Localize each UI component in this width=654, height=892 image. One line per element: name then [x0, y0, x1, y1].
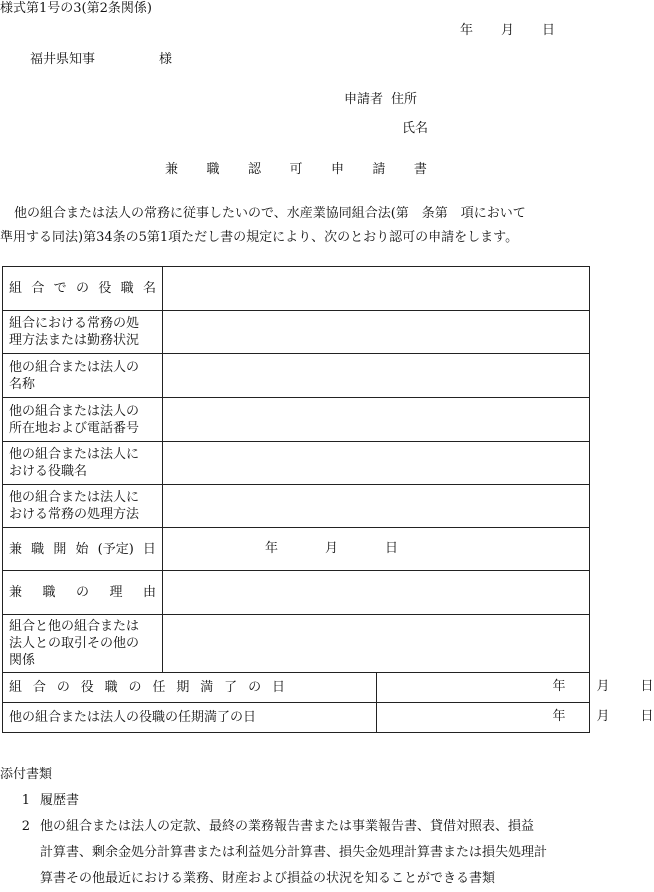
title-char: 認: [247, 162, 261, 177]
label-char: 兼: [9, 585, 23, 600]
row-label: [3, 311, 163, 354]
label-char: 日: [271, 680, 285, 695]
item-number: 1: [21, 793, 30, 808]
label-char: 役: [98, 281, 112, 296]
date-header: [460, 22, 555, 40]
label-char: 組: [9, 680, 23, 695]
row-label: 他の組合または法人の役職の任期満了の日: [3, 703, 377, 733]
addressee: [30, 51, 172, 69]
table-row: [3, 571, 590, 615]
label-char: 名: [142, 281, 156, 296]
label-char: 職: [120, 281, 134, 296]
date-year: 年: [552, 679, 566, 694]
value-cell[interactable]: [163, 485, 590, 528]
label-line: 名称: [9, 376, 36, 392]
date-year: 年: [265, 541, 279, 556]
label-line: 他の組合または法人の: [9, 403, 140, 419]
title-char: 申: [330, 162, 344, 177]
row-label: [3, 442, 163, 485]
addressee-honorific: 様: [159, 52, 173, 67]
item-number: 2: [21, 819, 30, 834]
value-cell[interactable]: [163, 398, 590, 442]
label-line: 他の組合または法人の: [9, 359, 140, 375]
label-line: 他の組合または法人に: [9, 490, 140, 505]
date-day: 日: [385, 541, 399, 556]
table-row: [3, 354, 590, 398]
label-line: 組合における常務の処: [9, 316, 140, 331]
title-char: 可: [289, 162, 303, 177]
label-char: 合: [32, 680, 46, 695]
attachments: [0, 762, 592, 892]
year-label: 年: [460, 23, 474, 38]
item-text: 算書その他最近における業務、財産および損益の状況を知ることができる書類: [40, 871, 496, 886]
label-char: の: [75, 585, 89, 600]
name-label: 氏名: [402, 121, 429, 136]
date-month: 月: [596, 709, 610, 724]
label-char: (予定): [97, 541, 134, 557]
applicant-label: 申請者: [344, 92, 384, 107]
spaced-label: [9, 679, 285, 696]
row-label: [3, 673, 377, 703]
label-char: の: [75, 281, 89, 296]
label-line: 他の組合または法人に: [9, 447, 140, 462]
title-char: 書: [413, 162, 427, 177]
date-day: 日: [640, 709, 654, 724]
cooperative-term-end-cell[interactable]: [376, 673, 654, 703]
label-char: 了: [224, 680, 238, 695]
label-char: の: [248, 680, 262, 695]
body-text: [0, 202, 592, 250]
label-char: 由: [142, 585, 156, 600]
table-row: [3, 485, 590, 528]
application-table: [2, 266, 654, 733]
value-cell[interactable]: [163, 442, 590, 485]
label-char: 満: [200, 680, 214, 695]
address-label: 住所: [391, 92, 418, 107]
label-line: 理方法または勤務状況: [9, 333, 140, 348]
table-row: [3, 615, 590, 673]
label-char: 任: [152, 680, 166, 695]
label-char: の: [56, 680, 70, 695]
table-row: [3, 673, 590, 703]
label-line: 組合と他の組合または: [9, 619, 140, 634]
label-line: おける常務の処理方法: [9, 507, 140, 522]
table-row: [3, 267, 590, 311]
label-char: 役: [80, 680, 94, 695]
label-char: 合: [31, 281, 45, 296]
label-char: 始: [75, 541, 89, 557]
label-char: 理: [109, 585, 123, 600]
body-line-1: 他の組合または法人の常務に従事したいので、水産業協同組合法(第 条第 項において: [14, 206, 526, 221]
label-char: 職: [42, 585, 56, 600]
table-row: [3, 528, 590, 571]
row-label: [3, 267, 163, 311]
form-number: 様式第1号の3(第2条関係): [0, 1, 152, 16]
title-char: 職: [206, 162, 220, 177]
list-item: [0, 814, 592, 892]
day-label: 日: [542, 23, 556, 38]
table-row: [3, 398, 590, 442]
date-day: 日: [640, 679, 654, 694]
label-char: の: [128, 680, 142, 695]
row-label: [3, 615, 163, 673]
value-cell[interactable]: [163, 571, 590, 615]
row-label: [3, 398, 163, 442]
value-cell[interactable]: [163, 615, 590, 673]
month-label: 月: [501, 23, 515, 38]
title-char: 兼: [165, 162, 179, 177]
label-char: 兼: [9, 541, 23, 557]
spaced-label: [9, 541, 156, 558]
addressee-name: 福井県知事: [30, 52, 96, 67]
document-title: [165, 161, 427, 179]
applicant-address-line: [344, 91, 417, 109]
row-label: [3, 485, 163, 528]
item-text: 履歴書: [40, 793, 80, 808]
row-label: [3, 571, 163, 615]
table-row: [3, 311, 590, 354]
row-label: [3, 528, 163, 571]
item-text: 他の組合または法人の定款、最終の業務報告書または事業報告書、貸借対照表、損益: [40, 819, 535, 834]
spaced-label: [9, 280, 156, 297]
label-char: 組: [9, 281, 23, 296]
date-month: 月: [325, 541, 339, 556]
table-row: [3, 703, 590, 733]
title-char: 請: [372, 162, 386, 177]
value-cell[interactable]: [163, 267, 590, 311]
label-line: 法人との取引その他の: [9, 636, 140, 651]
label-char: で: [53, 281, 67, 296]
value-cell[interactable]: [163, 311, 590, 354]
value-cell[interactable]: [163, 354, 590, 398]
label-line: 所在地および電話番号: [9, 420, 140, 436]
label-line: 関係: [9, 653, 36, 668]
date-month: 月: [596, 679, 610, 694]
list-item: [0, 788, 592, 814]
attachments-heading: 添付書類: [0, 767, 53, 782]
table-row: [3, 442, 590, 485]
row-label: [3, 354, 163, 398]
label-char: 開: [53, 541, 67, 557]
label-char: 日: [142, 541, 156, 557]
label-char: 期: [176, 680, 190, 695]
label-char: 職: [31, 541, 45, 557]
label-line: おける役職名: [9, 464, 88, 479]
spaced-label: [9, 584, 156, 601]
label-char: 職: [104, 680, 118, 695]
other-term-end-cell[interactable]: [376, 703, 654, 733]
body-line-2: 準用する同法)第34条の5第1項ただし書の規定により、次のとおり認可の申請をします。: [0, 230, 519, 245]
item-text: 計算書、剰余金処分計算書または利益処分計算書、損失金処理計算書または損失処理計: [40, 845, 548, 860]
date-year: 年: [552, 709, 566, 724]
start-date-cell[interactable]: [163, 528, 590, 571]
